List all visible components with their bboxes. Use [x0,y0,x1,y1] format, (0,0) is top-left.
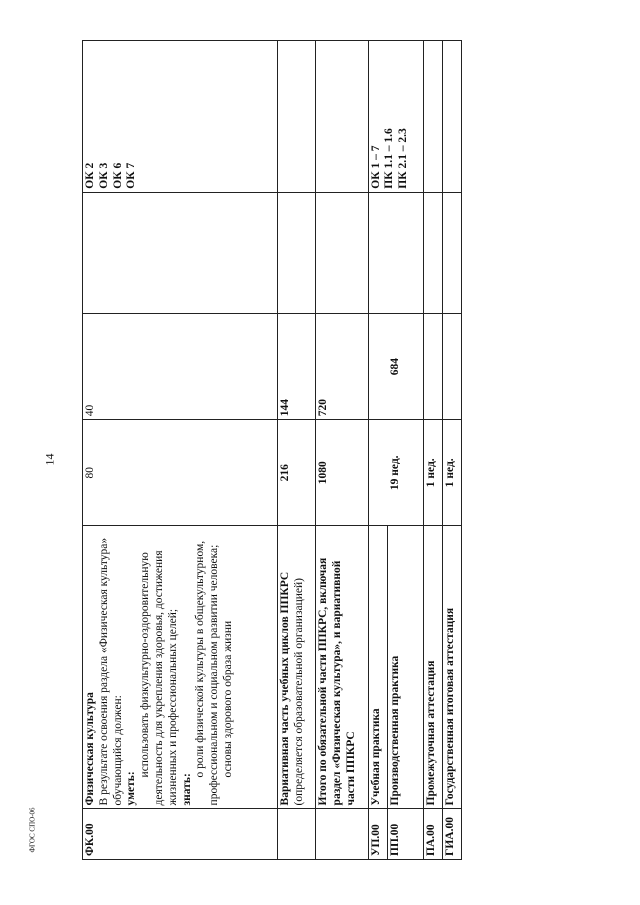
competencies-total [316,41,368,193]
hours-req-fk: 40 [83,314,278,420]
weeks-practice: 19 нед. [368,420,423,526]
hours-max-fk: 80 [83,420,278,526]
competency-ok6: ОК 6 [111,162,124,189]
row-note-variative: (определяется образовательной организацией) [292,578,305,806]
row-code-gia: ГИА.00 [442,809,461,860]
table-row-pa [423,41,442,860]
curriculum-table [82,40,462,860]
hours-req-variative: 144 [277,314,316,420]
competencies-fk [83,41,278,193]
empty-cell-pa-2 [423,192,442,313]
empty-cell-fk [83,192,278,313]
row-code-up: УП.00 [368,809,387,860]
competency-ok7: ОК 7 [125,162,138,189]
empty-cell-gia-1 [442,314,461,420]
competency-pk2: ПК 2.1 – 2.3 [397,128,410,189]
competencies-variative [277,41,316,193]
rotated-table-container [82,40,462,860]
znat-text-2: основы здорового образа жизни [221,620,234,778]
competency-pk1: ПК 1.1 – 1.6 [383,128,396,189]
row-intro-fk: В результате освоения раздела «Физическая культура» обучающийся должен: [97,537,124,806]
table-row-fk [83,41,278,860]
page-footer: ФГОС СПО-06 [28,807,37,853]
weeks-pa: 1 нед. [423,420,442,526]
row-description-fk [83,526,278,809]
row-title-gia: Государственная итоговая аттестация [442,526,461,809]
row-title-pa: Промежуточная аттестация [423,526,442,809]
umet-label: уметь: [125,771,138,806]
znat-label: знать: [180,773,193,806]
empty-cell-gia-2 [442,192,461,313]
hours-practice: 684 [368,314,423,420]
row-title-variative: Вариативная часть учебных циклов ППКРС [278,571,291,806]
hours-max-total: 1080 [316,420,368,526]
weeks-gia: 1 нед. [442,420,461,526]
row-title-fk: Физическая культура [84,692,96,806]
competency-ok2: ОК 2 [84,162,96,189]
empty-cell-gia-3 [442,41,461,193]
row-title-total: Итого по обязательной части ППКРС, включая раздел «Физическая культура», и вариативной части ППКРС [316,526,368,809]
row-code-pa: ПА.00 [423,809,442,860]
empty-cell-total [316,192,368,313]
row-title-up: Учебная практика [368,526,387,809]
page-number: 14 [42,453,57,466]
row-code-variative [277,809,316,860]
znat-text-1: о роли физической культуры в общекультурном, профессиональном и социальном развитии человека; [194,540,221,806]
hours-max-variative: 216 [277,420,316,526]
empty-cell-practice [368,192,423,313]
row-title-pp: Производственная практика [387,526,423,809]
empty-cell-pa-3 [423,41,442,193]
competencies-practice [368,41,423,193]
row-code-total [316,809,368,860]
empty-cell-pa-1 [423,314,442,420]
empty-cell-variative [277,192,316,313]
row-code-pp: ПП.00 [387,809,423,860]
competency-ok3: ОК 3 [97,162,110,189]
table-row-total [316,41,368,860]
row-code-fk: ФК.00 [83,809,278,860]
row-description-variative [277,526,316,809]
table-row-up [368,41,387,860]
umet-text: использовать физкультурно-оздоровительную деятельность для укрепления здоровья, достижения жизненных и профессиональных целей; [139,550,179,806]
table-row-variative [277,41,316,860]
hours-req-total: 720 [316,314,368,420]
table-row-gia [442,41,461,860]
competency-ok1-7: ОК 1 – 7 [369,145,382,189]
